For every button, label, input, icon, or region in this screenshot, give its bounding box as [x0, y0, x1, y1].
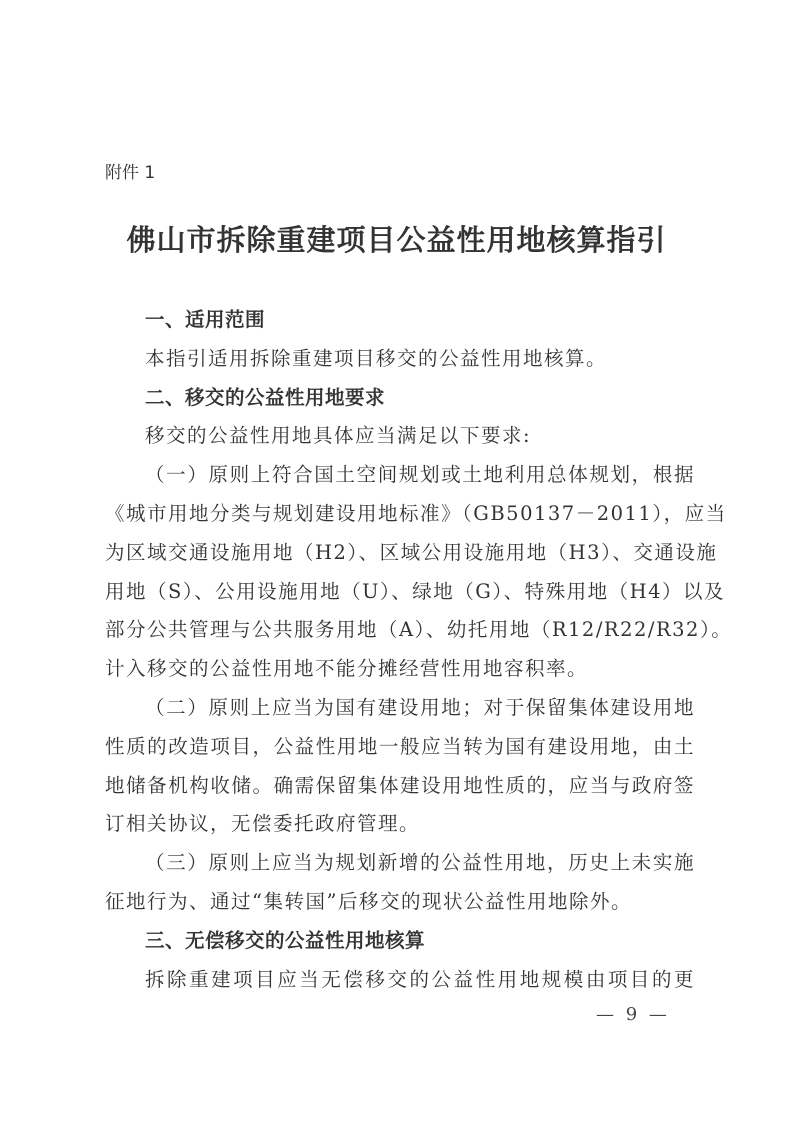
paragraph-line: 订相关协议，无偿委托政府管理。: [105, 812, 421, 835]
attachment-label: 附件 1: [105, 163, 156, 183]
paragraph-line: 为区域交通设施用地（H2）、区域公用设施用地（H3）、交通设施: [105, 541, 718, 564]
section-heading-3: 三、无偿移交的公益性用地核算: [145, 929, 426, 952]
page-number: — 9 —: [596, 1004, 670, 1025]
paragraph-line: （一）原则上符合国土空间规划或土地利用总体规划，根据: [145, 463, 695, 486]
section-heading-2: 二、移交的公益性用地要求: [145, 386, 386, 409]
document-title: 佛山市拆除重建项目公益性用地核算指引: [126, 223, 667, 257]
paragraph-line: 地储备机构收储。确需保留集体建设用地性质的，应当与政府签: [105, 774, 695, 797]
paragraph-line: 性质的改造项目，公益性用地一般应当转为国有建设用地，由土: [105, 735, 695, 758]
paragraph-line: 移交的公益性用地具体应当满足以下要求:: [145, 424, 532, 447]
paragraph-line: 拆除重建项目应当无偿移交的公益性用地规模由项目的更: [145, 968, 695, 991]
paragraph-line: 《城市用地分类与规划建设用地标准》（GB50137－2011），应当: [105, 502, 727, 525]
paragraph-line: （三）原则上应当为规划新增的公益性用地，历史上未实施: [145, 851, 695, 874]
section-heading-1: 一、适用范围: [145, 308, 266, 331]
paragraph-line: 本指引适用拆除重建项目移交的公益性用地核算。: [145, 347, 608, 370]
paragraph-line: （二）原则上应当为国有建设用地；对于保留集体建设用地: [145, 696, 695, 719]
paragraph-line: 部分公共管理与公共服务用地（A）、幼托用地（R12/R22/R32）。: [105, 618, 733, 641]
paragraph-line: 计入移交的公益性用地不能分摊经营性用地容积率。: [105, 657, 589, 680]
paragraph-line: 用地（S）、公用设施用地（U）、绿地（G）、特殊用地（H4）以及: [105, 580, 726, 603]
paragraph-line: 征地行为、通过“集转国”后移交的现状公益性用地除外。: [105, 890, 632, 913]
